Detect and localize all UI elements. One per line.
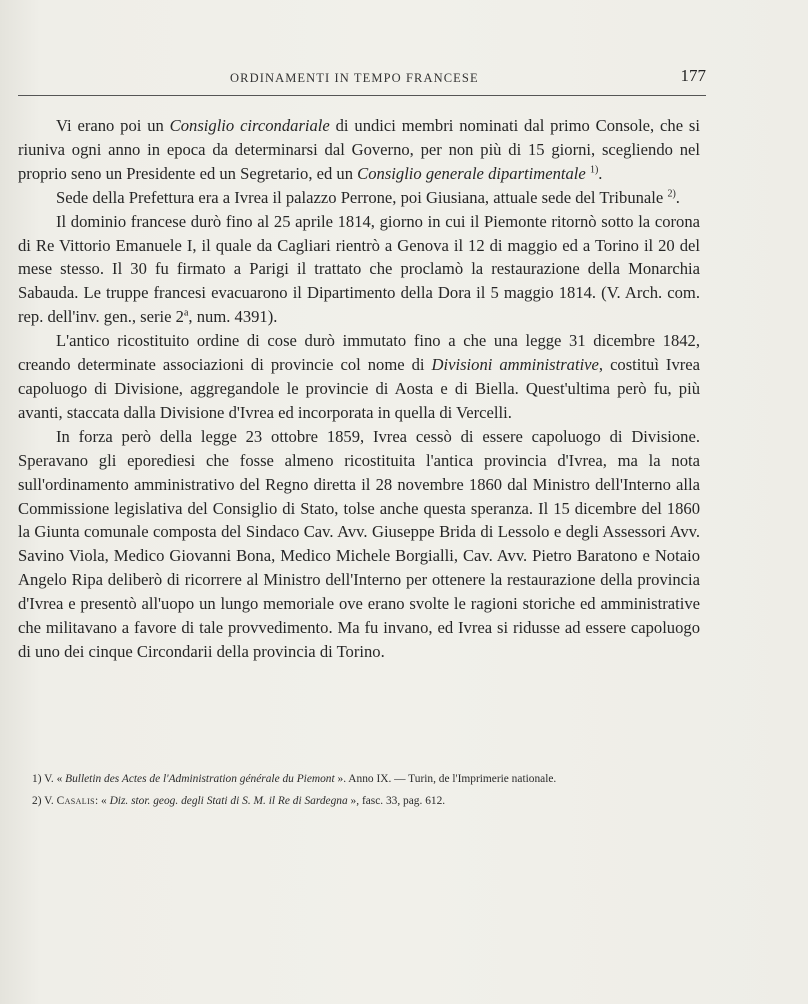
superscript: a [183,307,189,319]
text-run: . [598,163,603,183]
footnote-2 [18,793,700,810]
text-run: Il dominio francese durò fino al 25 aprile 1814, giorno in cui il Piemonte ritornò sotto la corona di Re Vittorio Emanuele I, il quale da Cagliari rientrò a Genova il 12 di maggio ed a Torino il 20 del mese stesso. Il 30 fu firmato a Parigi il trattato che proclamò la restaurazione della Monarchia Sabauda. Le truppe francesi evacuarono il Dipartimento della Dora il 5 maggio 1814. (V. Arch. com. rep. dell'inv. gen., serie 2 [18,211,700,327]
header-rule [18,95,706,96]
text-run: In forza però della legge 23 ottobre 1859, Ivrea cessò di essere capoluogo di Divisione. Speravano gli eporediesi che fosse almeno ricostituita l'antica provincia d'Ivrea, ma la nota sull'ordinamento amministrativo del Regno diretta il 28 novembre 1860 dal Ministro dell'Interno alla Commissione legislativa del Consiglio di Stato, tolse anche questa speranza. Il 15 dicembre del 1860 la Giunta comunale composta del Sindaco Cav. Avv. Giuseppe Brida di Lessolo e degli Assessori Avv. Savino Viola, Medico Giovanni Bona, Medico Michele Borgialli, Cav. Avv. Pietro Baratono e Notaio Angelo Ripa deliberò di ricorrere al Ministro dell'Interno per ottenere la restaurazione della provincia d'Ivrea e presentò all'uopo un lungo memoriale ove erano svolte le ragioni storiche ed amministrative che militavano a favore di tale provvedimento. Ma fu invano, ed Ivrea si ridusse ad essere capoluogo di uno dei cinque Circondarii della provincia di Torino. [18,426,700,661]
paragraph-4 [18,329,700,425]
paragraph-1 [18,114,700,186]
paragraph-5 [18,425,700,664]
page-number: 177 [680,66,706,85]
text-run: , num. 4391). [188,307,278,327]
footnote-title: Bulletin des Actes de l'Administration générale du Piemont [65,773,335,785]
italic-term: Consiglio generale dipartimentale [357,163,586,183]
footnote-number: 1) V. « [32,773,66,785]
text-run: », fasc. 33, pag. 612. [347,794,446,807]
text-run: L'antico ricostituito ordine di cose durò immutato fino a che una legge 31 dicembre 1842, creando determinate associazioni di provincie col nome di [18,331,700,375]
text-run: ». Anno IX. — Turin, de l'Imprimerie nationale. [334,773,557,785]
footnotes [18,771,700,814]
text-run: Sede della Prefettura era a Ivrea il palazzo Perrone, poi Giusiana, attuale sede del Tribunale [56,187,668,207]
body-text [18,114,700,664]
running-head: ORDINAMENTI IN TEMPO FRANCESE [230,71,479,85]
page-header [18,66,706,92]
text-run: . [675,187,680,207]
footnote-author: Casalis [56,794,95,807]
footnote-title: Diz. stor. geog. degli Stati di S. M. il Re di Sardegna [109,794,348,807]
footnote-number: 2) V. [32,794,57,807]
italic-term: Divisioni amministrative [431,355,599,375]
paragraph-3 [18,210,700,330]
footnote-ref-1: 1) [589,164,599,176]
text-run: Vi erano poi un [56,116,170,135]
paragraph-2 [18,186,700,210]
text-run: di undici membri nominati dal primo Console, che si riuniva ogni anno in epoca da determinarsi dal Governo, per non più di 15 giorni, scegliendo nel proprio seno un Presidente ed un Segretario, ed un [18,116,700,183]
text-run: , costituì Ivrea capoluogo di Divisione, aggregandole le provincie di Aosta e di Biella. Quest'ultima però fu, più avanti, staccata dalla Divisione d'Ivrea ed incorporata in quella di Vercelli. [18,355,700,422]
text-run: : « [95,794,110,807]
footnote-ref-2: 2) [667,188,676,200]
italic-term: Consiglio circondariale [169,116,330,135]
footnote-1 [18,771,700,788]
